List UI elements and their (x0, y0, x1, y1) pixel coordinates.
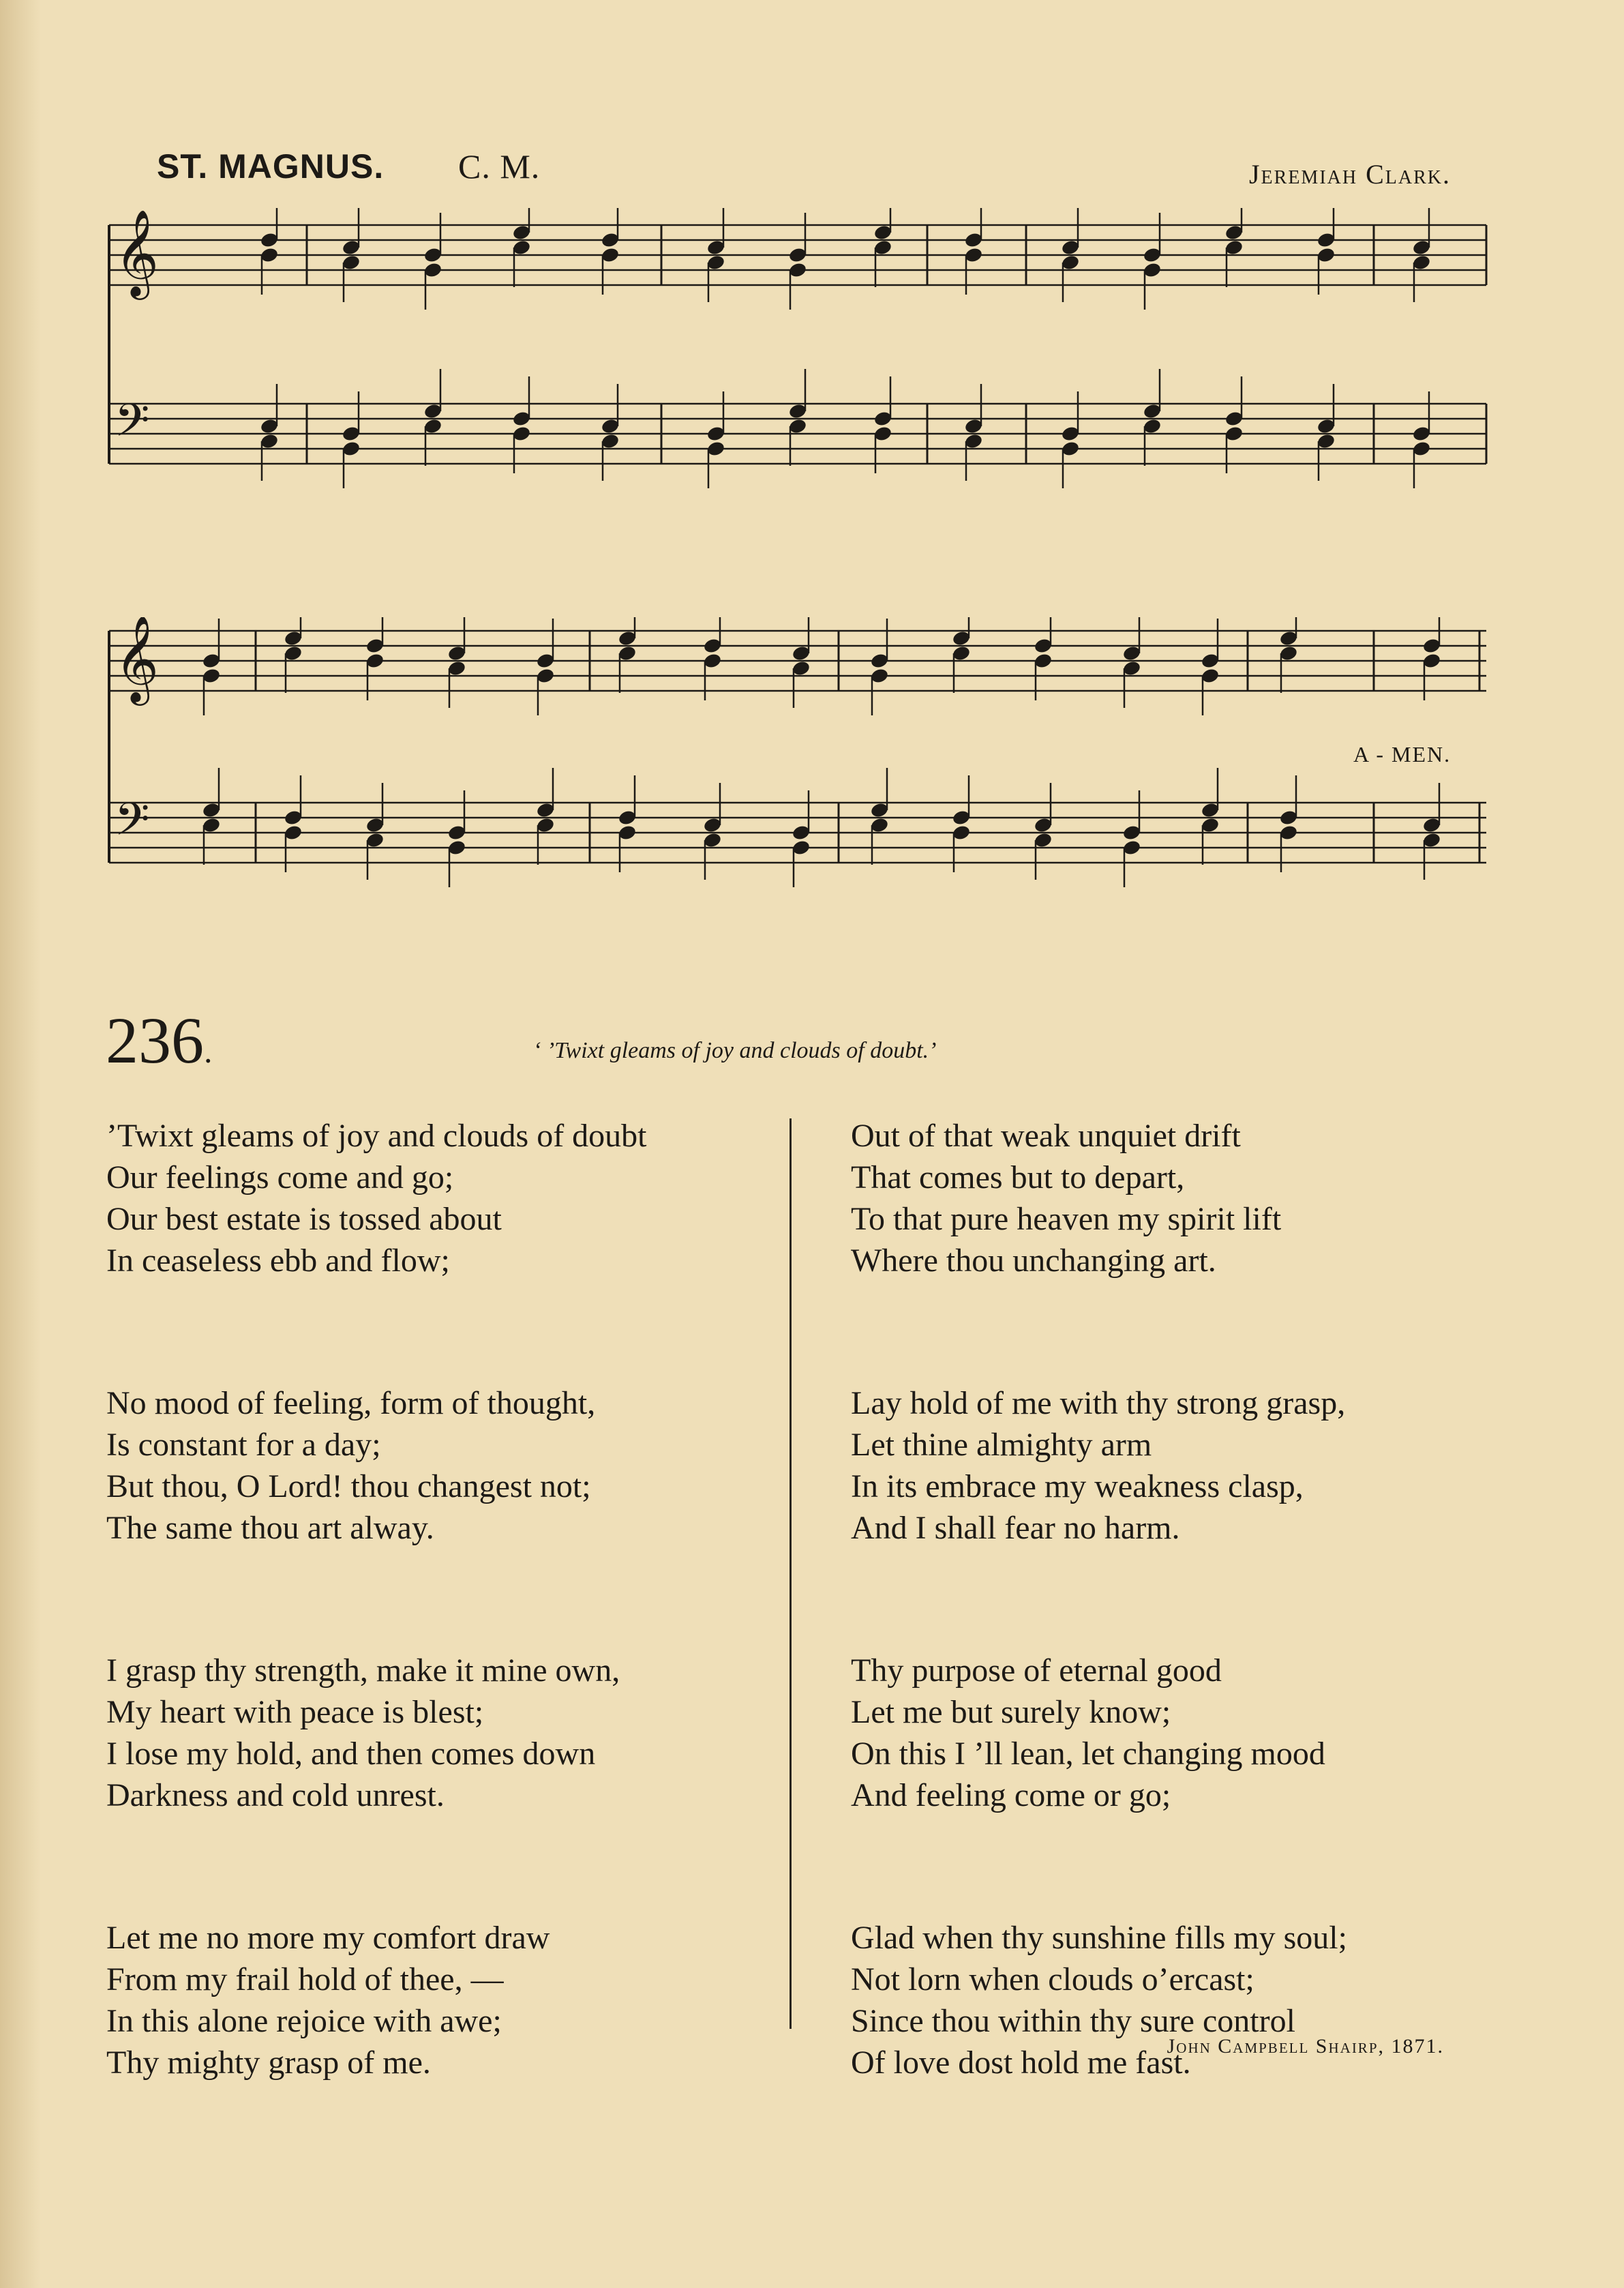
stanza (851, 1115, 1533, 1281)
verse-line: And I shall fear no harm. (851, 1510, 1180, 1546)
verse-line: But thou, O Lord! thou changest not; (106, 1468, 591, 1504)
stanzas-left (106, 1115, 788, 2184)
verse-line: ’Twixt gleams of joy and clouds of doubt (106, 1118, 647, 1154)
column-divider (790, 1118, 792, 2029)
treble-clef-icon: 𝄞 (115, 617, 160, 702)
verse-line: Lay hold of me with thy strong grasp, (851, 1385, 1346, 1421)
verse-line: On this I ’ll lean, let changing mood (851, 1736, 1325, 1772)
bass-clef-icon: 𝄢 (115, 793, 150, 857)
music-staves-1 (102, 208, 1493, 522)
verse-line: To that pure heaven my spirit lift (851, 1201, 1282, 1237)
stanza (851, 1917, 1533, 2083)
stanza (851, 1382, 1533, 1549)
stanza (851, 1650, 1533, 1816)
stanzas-right (851, 1115, 1533, 2184)
stanza (106, 1115, 788, 1281)
verse-line: Is constant for a day; (106, 1427, 381, 1463)
verse-line: In ceaseless ebb and flow; (106, 1243, 450, 1279)
verse-line: Let thine almighty arm (851, 1427, 1152, 1463)
verse-line: Glad when thy sunshine fills my soul; (851, 1920, 1347, 1956)
verse-line: No mood of feeling, form of thought, (106, 1385, 596, 1421)
hymn-number: 236. (106, 1004, 213, 1077)
tune-name: ST. MAGNUS. (157, 147, 385, 185)
verse-line: Let me but surely know; (851, 1694, 1171, 1730)
music-staves-2 (102, 617, 1493, 917)
verse-line: In its embrace my weakness clasp, (851, 1468, 1304, 1504)
verse-line: I grasp thy strength, make it mine own, (106, 1652, 620, 1689)
verse-line: Our best estate is tossed about (106, 1201, 502, 1237)
meter: C. M. (458, 147, 541, 185)
verse-line: Not lorn when clouds o’ercast; (851, 1961, 1254, 1997)
verse-line: From my frail hold of thee, — (106, 1961, 504, 1997)
page-binding-shadow (0, 0, 41, 2288)
author-attribution: John Campbell Shairp, 1871. (1167, 2035, 1444, 2057)
verse-line: My heart with peace is blest; (106, 1694, 484, 1730)
treble-clef-icon: 𝄞 (115, 209, 160, 296)
stanza (106, 1650, 788, 1816)
stanza (106, 1917, 788, 2083)
verse-line: Our feelings come and go; (106, 1159, 454, 1195)
composer: Jeremiah Clark. (1248, 159, 1451, 190)
verse-line: Thy purpose of eternal good (851, 1652, 1222, 1689)
music-system-1 (102, 208, 1493, 522)
verse-line: Thy mighty grasp of me. (106, 2045, 431, 2081)
bass-clef-icon: 𝄢 (115, 394, 150, 458)
verse-line: Out of that weak unquiet drift (851, 1118, 1241, 1154)
epigraph: ‘ ’Twixt gleams of joy and clouds of doubt.’ (533, 1038, 937, 1063)
verse-line: Of love dost hold me fast. (851, 2045, 1191, 2081)
verse-line: Darkness and cold unrest. (106, 1777, 445, 1813)
verse-line: And feeling come or go; (851, 1777, 1171, 1813)
amen-text: A - MEN. (1353, 742, 1452, 767)
verse-line: Where thou unchanging art. (851, 1243, 1216, 1279)
verse-line: Let me no more my comfort draw (106, 1920, 550, 1956)
verse-line: In this alone rejoice with awe; (106, 2003, 502, 2039)
verse-line: That comes but to depart, (851, 1159, 1185, 1195)
verse-line: I lose my hold, and then comes down (106, 1736, 596, 1772)
music-system-2 (102, 617, 1493, 917)
verse-line: Since thou within thy sure control (851, 2003, 1295, 2039)
stanza (106, 1382, 788, 1549)
verse-line: The same thou art alway. (106, 1510, 434, 1546)
